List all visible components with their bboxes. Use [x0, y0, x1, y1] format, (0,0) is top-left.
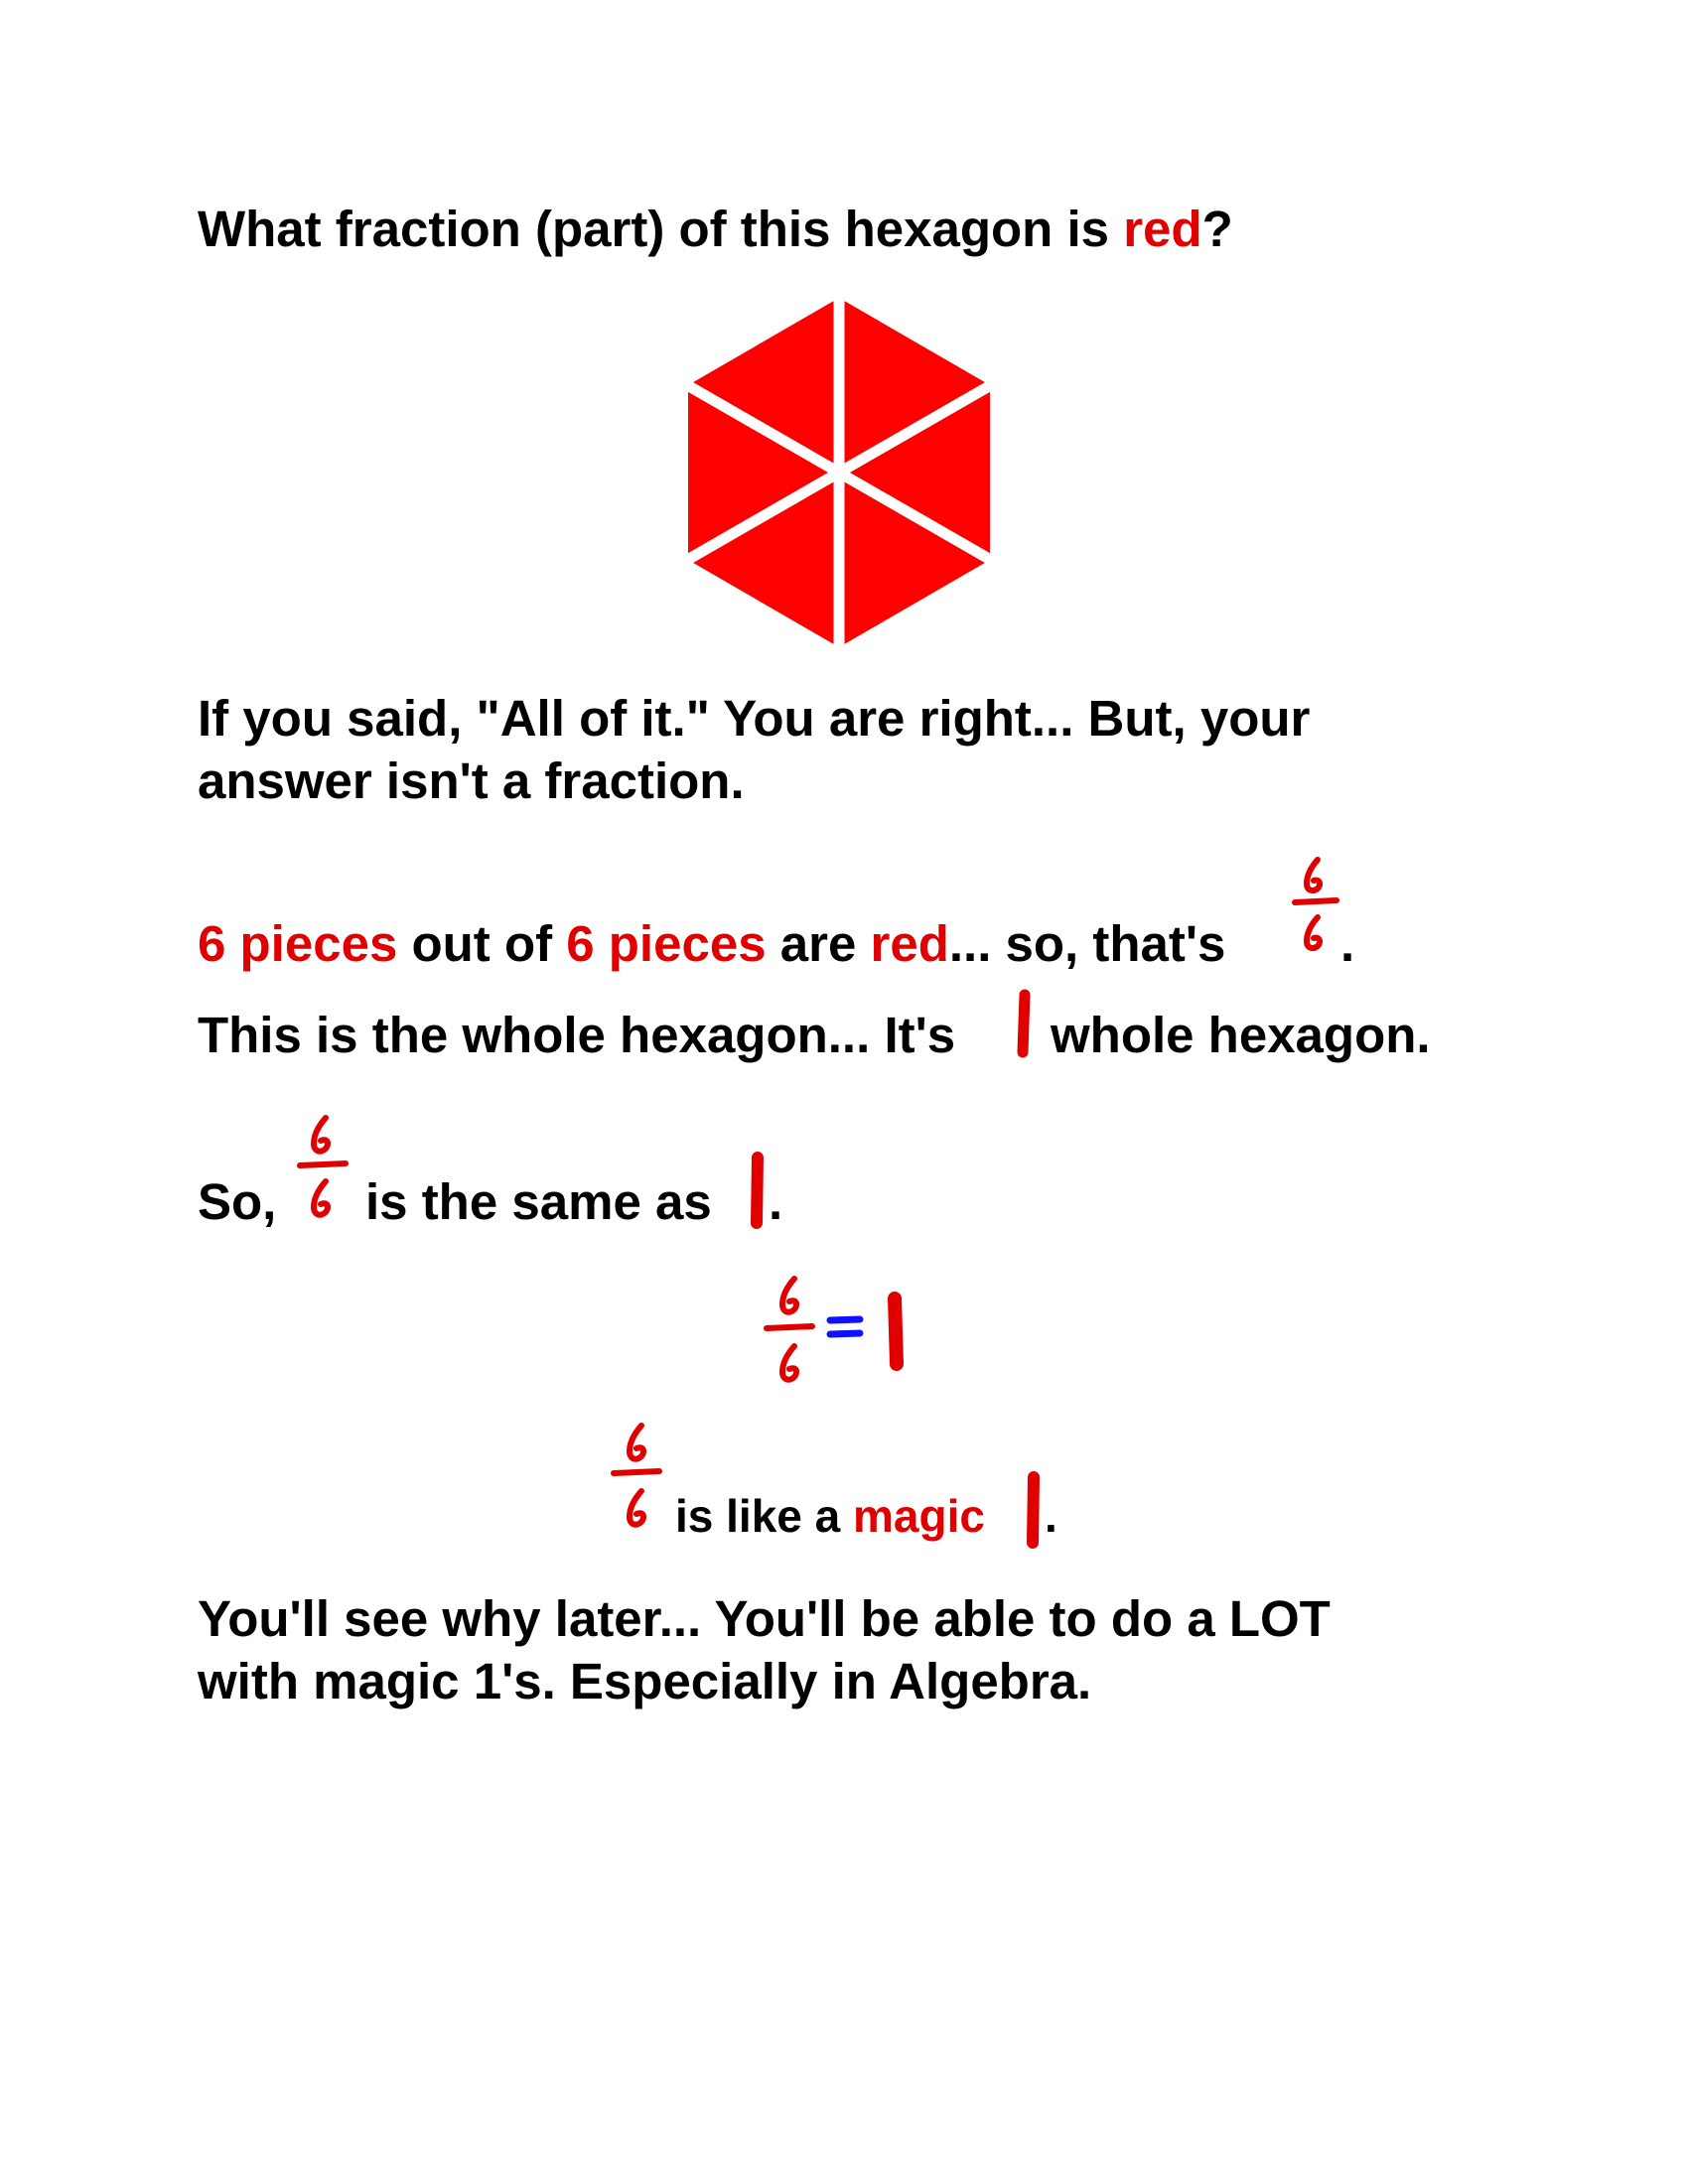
answer-intro-line-1: If you said, "All of it." You are right... But, your [198, 690, 1311, 747]
handwritten-one-1 [1009, 989, 1039, 1058]
question-after: ? [1201, 201, 1233, 257]
handwritten-equation [761, 1273, 919, 1402]
pieces-period: . [1340, 915, 1355, 972]
handwritten-six-sixths-2 [296, 1114, 350, 1233]
magic-word: magic [853, 1490, 985, 1542]
pieces-count-2: 6 pieces [566, 915, 767, 972]
answer-intro-line-2: answer isn't a fraction. [198, 752, 745, 809]
question-highlight: red [1123, 201, 1202, 257]
handwritten-six-sixths-3 [610, 1422, 665, 1541]
same-text-middle: is the same as [365, 1173, 712, 1230]
hexagon-figure [685, 294, 993, 651]
same-text-end: . [769, 1173, 783, 1230]
magic-before: is like a [675, 1490, 854, 1542]
closing-line-2: with magic 1's. Especially in Algebra. [198, 1653, 1092, 1709]
whole-text-before: This is the whole hexagon... It's [198, 1007, 956, 1063]
magic-text [675, 1485, 985, 1547]
pieces-text: 6 pieces out of 6 pieces are red... so, that's [198, 915, 1226, 972]
handwritten-six-sixths-1 [1291, 856, 1340, 965]
pieces-count-1: 6 pieces [198, 915, 398, 972]
closing-line-1: You'll see why later... You'll be able to do a LOT [198, 1590, 1331, 1647]
question-before: What fraction (part) of this hexagon is [198, 201, 1124, 257]
same-text-before: So, [198, 1173, 277, 1230]
magic-period: . [1045, 1490, 1057, 1542]
question-text [198, 199, 1233, 260]
pieces-red-word: red [870, 915, 949, 972]
whole-text-after: whole hexagon. [1051, 1007, 1431, 1063]
